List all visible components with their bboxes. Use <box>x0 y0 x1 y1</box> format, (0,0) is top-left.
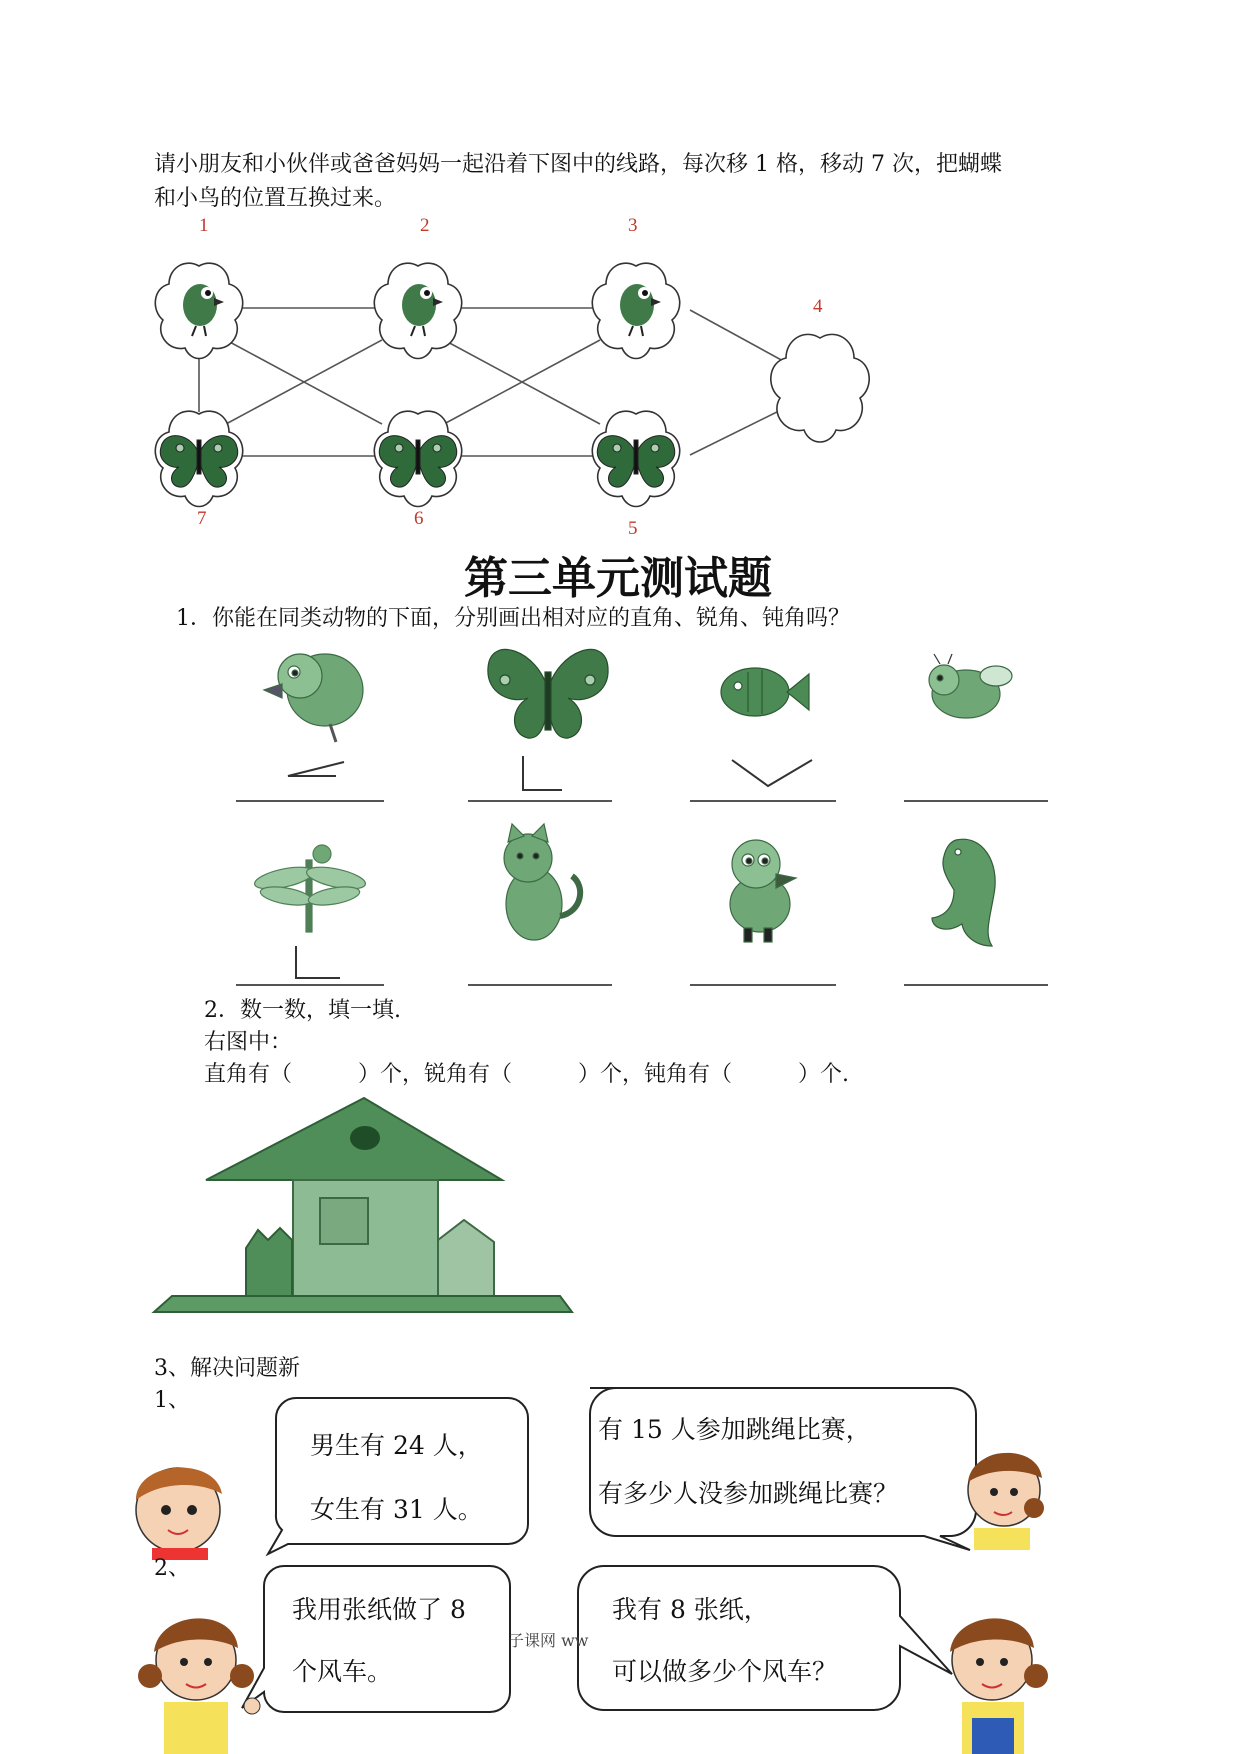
node-number-2: 2 <box>420 215 430 236</box>
q1-prompt: 1．你能在同类动物的下面，分别画出相对应的直角、锐角、钝角吗？ <box>176 606 850 631</box>
bubble-girl-line-2: 有多少人没参加跳绳比赛？ <box>598 1479 899 1508</box>
bubble-right-line-1: 我有 8 张纸， <box>612 1595 769 1624</box>
node-number-4: 4 <box>813 296 823 317</box>
boy-avatar <box>136 1468 222 1560</box>
node-number-7: 7 <box>197 508 207 529</box>
girl-avatar <box>950 1618 1048 1754</box>
bubble-boy-line-1: 男生有 24 人， <box>310 1431 483 1460</box>
bubble-boy-line-2: 女生有 31 人。 <box>310 1495 483 1524</box>
q2-line-1: 2．数一数，填一填. <box>204 998 401 1023</box>
speech-bubble <box>578 1566 952 1710</box>
bubble-girl-line-1: 有 15 人参加跳绳比赛， <box>598 1415 871 1444</box>
node-number-3: 3 <box>628 215 638 236</box>
girl-avatar <box>968 1453 1044 1550</box>
bubble-left-line-2: 个风车。 <box>292 1657 393 1686</box>
speech-bubble <box>242 1566 510 1712</box>
unit-title: 第三单元测试题 <box>464 553 772 604</box>
footer-watermark: 子课网 ww <box>508 1631 589 1650</box>
bubble-right-line-2: 可以做多少个风车？ <box>612 1657 838 1686</box>
node-number-6: 6 <box>414 508 424 529</box>
node-number-1: 1 <box>199 215 209 236</box>
bubble-left-line-1: 我用张纸做了 8 <box>292 1595 466 1624</box>
q2-line-2: 右图中： <box>204 1030 293 1055</box>
speech-bubble <box>590 1388 976 1550</box>
intro-line-1: 请小朋友和小伙伴或爸爸妈妈一起沿着下图中的线路，每次移 1 格，移动 7 次，把蝴蝶 <box>154 152 1002 177</box>
q3-header: 3、解决问题新 <box>154 1356 300 1381</box>
q2-line-3: 直角有（ ）个，锐角有（ ）个，钝角有（ ）个. <box>204 1062 849 1087</box>
girl-avatar <box>138 1618 260 1754</box>
q3-problem-1-label: 1、 <box>154 1388 190 1413</box>
intro-line-2: 和小鸟的位置互换过来。 <box>154 186 397 211</box>
node-number-5: 5 <box>628 518 638 539</box>
speech-bubble <box>268 1398 528 1554</box>
q3-problem-2-label: 2、 <box>154 1556 190 1581</box>
